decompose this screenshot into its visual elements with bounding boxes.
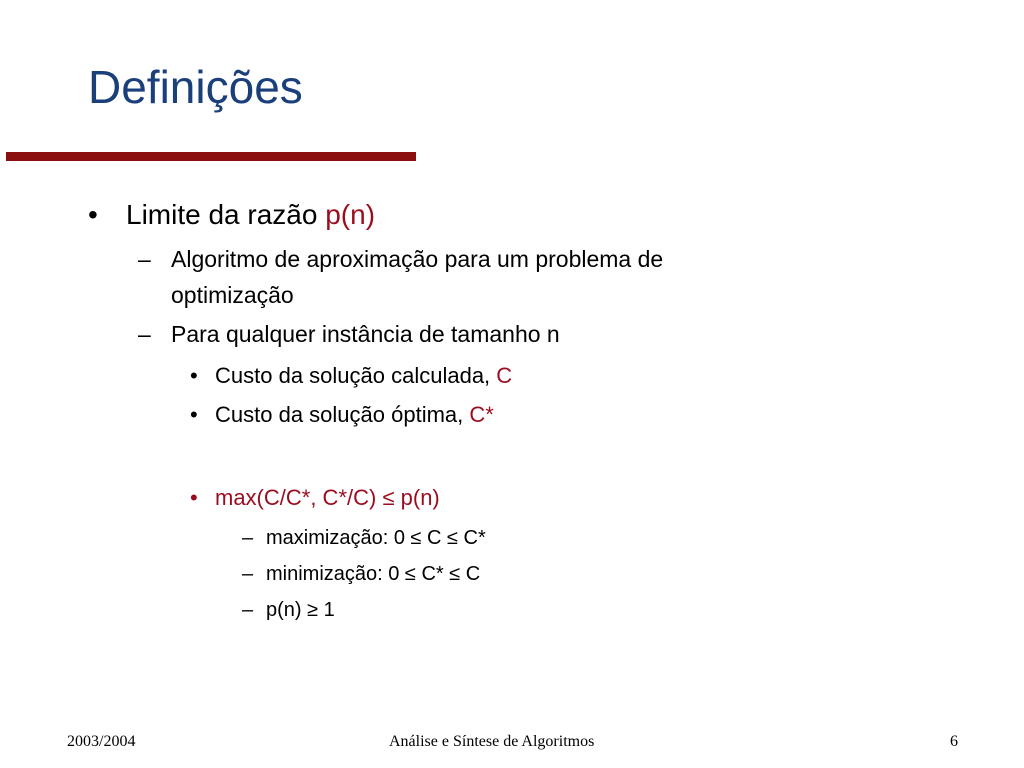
title-underline [6, 152, 416, 161]
sub-dash-marker: – [242, 563, 254, 585]
sub-bullet-cost-calculated [215, 363, 512, 389]
slide-title: Definições [88, 61, 303, 113]
sub-bullet-text: Custo da solução calculada, [215, 363, 497, 388]
footer-course: Análise e Síntese de Algoritmos [389, 733, 595, 750]
sub-bullet-max-ratio: max(C/C*, C*/C) ≤ p(n) [215, 485, 440, 510]
sub-dash-maximization: maximização: 0 ≤ C ≤ C* [266, 527, 486, 549]
sub-bullet-marker: • [190, 363, 198, 388]
dash-text: Para qualquer instância de tamanho n [171, 321, 560, 347]
footer-date: 2003/2004 [67, 733, 136, 750]
footer-page-number: 6 [950, 733, 958, 750]
bullet-limit-ratio [126, 199, 375, 231]
sub-bullet-marker: • [190, 485, 198, 510]
sub-dash-minimization: minimização: 0 ≤ C* ≤ C [266, 563, 481, 585]
dash-marker: – [138, 321, 151, 347]
sub-bullet-text: Custo da solução óptima, [215, 402, 470, 427]
bullet-marker: • [88, 199, 98, 230]
sub-dash-marker: – [242, 527, 254, 549]
sub-bullet-cost-optimal [215, 402, 494, 428]
dash-text-continued: optimização [171, 282, 294, 308]
sub-dash-ratio-bound: p(n) ≥ 1 [266, 599, 335, 621]
sub-bullet-highlight: C [496, 363, 513, 388]
bullet-highlight: p(n) [325, 199, 376, 230]
sub-dash-marker: – [242, 599, 254, 621]
dash-marker: – [138, 246, 151, 272]
sub-bullet-highlight: C* [469, 402, 494, 427]
bullet-text: Limite da razão [126, 199, 326, 230]
dash-text: Algoritmo de aproximação para um problema de [171, 246, 664, 272]
sub-bullet-marker: • [190, 402, 198, 427]
